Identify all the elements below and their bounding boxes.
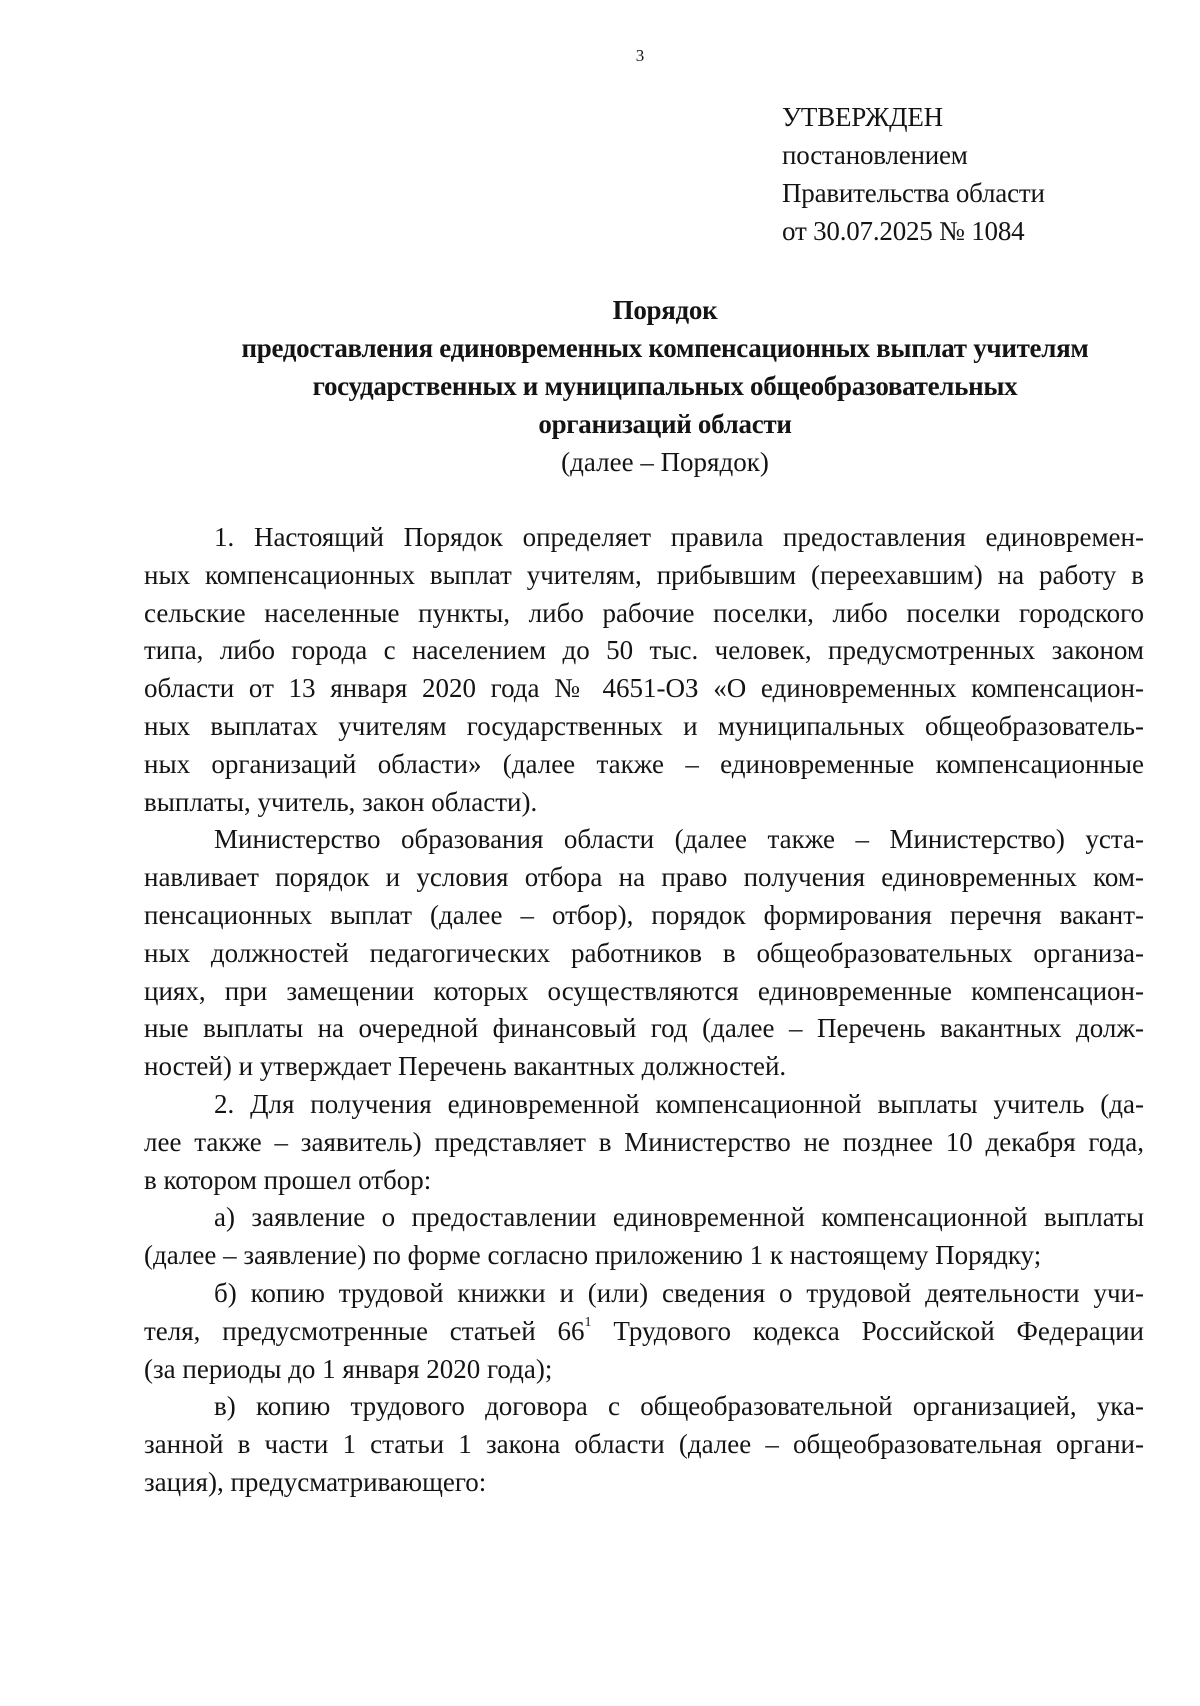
text-line: (далее – заявление) по форме согласно приложению 1 к настоящему Порядку; (144, 1240, 1042, 1271)
text-line: Министерство образования области (далее также – Министерство) уста- (214, 824, 1144, 855)
text-line: типа, либо города с населением до 50 тыс. человек, предусмотренных законом (144, 635, 1144, 666)
title-line: государственных и муниципальных общеобразовательных (312, 371, 1018, 401)
title-heading: Порядок (612, 295, 718, 325)
paragraph-1 (144, 519, 1144, 821)
text-line: лее также – заявитель) представляет в Министерство не позднее 10 декабря года, (144, 1126, 1144, 1157)
text-line: в) копию трудового договора с общеобразовательной организацией, ука- (214, 1391, 1144, 1422)
approval-line: Правительства области (782, 178, 1045, 208)
text-line: а) заявление о предоставлении единовременной компенсационной выплаты (214, 1202, 1144, 1233)
approval-line: постановлением (782, 140, 968, 170)
text-line: выплаты, учитель, закон области). (144, 786, 538, 817)
text-line: ные выплаты на очередной финансовый год (далее – Перечень вакантных долж- (144, 1013, 1144, 1044)
text-line: (за периоды до 1 января 2020 года); (144, 1353, 553, 1384)
list-item-a (144, 1199, 1144, 1275)
text-line: б) копию трудовой книжки и (или) сведения о трудовой деятельности учи- (214, 1277, 1144, 1308)
document-title (140, 291, 1190, 481)
text-line: ностей) и утверждает Перечень вакантных должностей. (144, 1051, 787, 1082)
list-item-b (144, 1275, 1144, 1388)
text-line: в котором прошел отбор: (144, 1164, 432, 1195)
text-line: ных выплатах учителям государственных и муниципальных общеобразователь- (144, 710, 1144, 741)
paragraph-2-item (144, 1086, 1144, 1199)
text-segment: Трудового кодекса Российской Федерации (591, 1315, 1144, 1346)
approval-date-number: от 30.07.2025 № 1084 (782, 216, 1025, 246)
title-line: организаций области (538, 409, 792, 439)
text-line (144, 1313, 1144, 1351)
title-line: предоставления единовременных компенсационных выплат учителям (241, 333, 1089, 363)
title-note: (далее – Порядок) (561, 447, 769, 477)
text-line: 1. Настоящий Порядок определяет правила предоставления единовремен- (214, 522, 1144, 552)
text-line: навливает порядок и условия отбора на право получения единовременных ком- (144, 862, 1144, 893)
text-line: сельские населенные пункты, либо рабочие поселки, либо поселки городского (144, 597, 1144, 628)
text-line: циях, при замещении которых осуществляются единовременные компенсацион- (144, 975, 1144, 1006)
list-item-c (144, 1388, 1144, 1501)
text-segment: теля, предусмотренные статьей 66 (144, 1315, 585, 1346)
text-line: пенсационных выплат (далее – отбор), порядок формирования перечня вакант- (144, 899, 1144, 930)
approval-heading: УТВЕРЖДЕН (782, 102, 943, 132)
document-body (144, 519, 1144, 1502)
text-line: ных организаций области» (далее также – единовременные компенсационные (144, 748, 1144, 779)
paragraph-2 (144, 821, 1144, 1086)
text-line: области от 13 января 2020 года № 4651-ОЗ «О единовременных компенсацион- (144, 673, 1144, 704)
text-line: занной в части 1 статьи 1 закона области (далее – общеобразовательная органи- (144, 1429, 1144, 1460)
text-line: ных компенсационных выплат учителям, прибывшим (переехавшим) на работу в (144, 559, 1144, 590)
approval-stamp-block (782, 98, 1045, 250)
text-line: зация), предусматривающего: (144, 1466, 487, 1497)
page-number: 3 (635, 46, 645, 65)
text-line: ных должностей педагогических работников в общеобразовательных организа- (144, 937, 1144, 968)
text-line: 2. Для получения единовременной компенсационной выплаты учитель (да- (214, 1088, 1144, 1119)
superscript: 1 (584, 1314, 592, 1330)
